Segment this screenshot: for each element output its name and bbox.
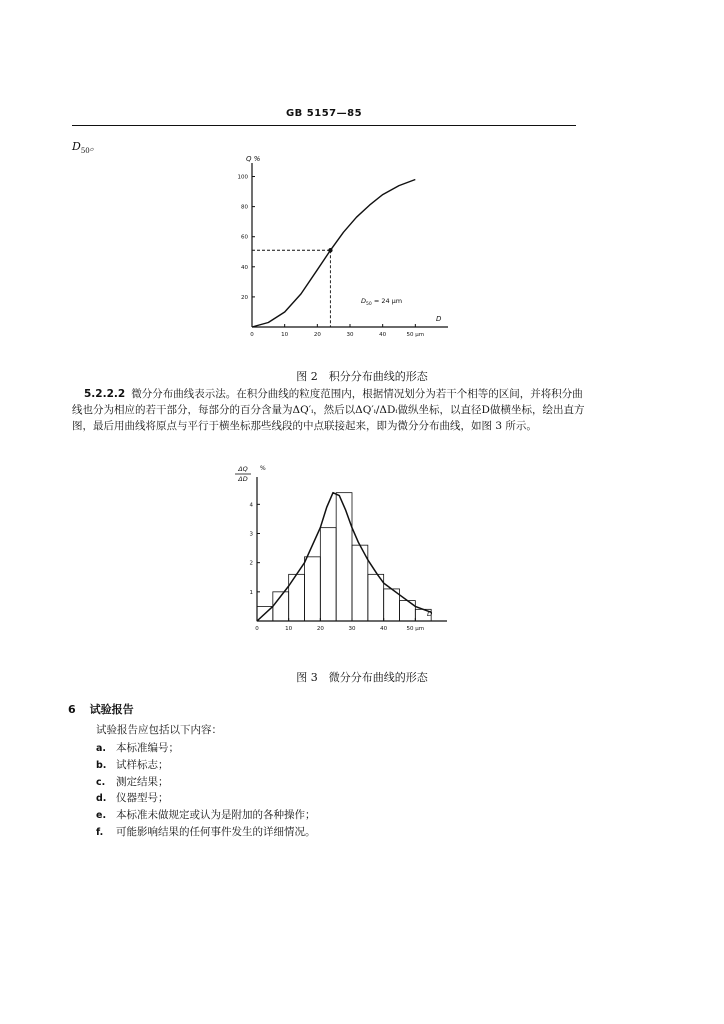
d50-annotation [361, 297, 402, 307]
report-item [96, 774, 316, 791]
figure-3-chart [232, 458, 452, 643]
x-tick-label: 30 [348, 626, 356, 632]
y-tick-label: 1 [249, 589, 253, 596]
report-item-marker: f. [96, 826, 104, 838]
report-item-text: 可能影响结果的任何事件发生的详细情况。 [116, 825, 316, 838]
report-item [96, 824, 316, 841]
d50-annotation-value: = 24 μm [371, 297, 403, 305]
figure-3-caption: 图 3 微分分布曲线的形态 [296, 671, 428, 684]
d50-annotation-subscript: 50 [366, 302, 372, 307]
clause-text: 微分分布曲线表示法。在积分曲线的粒度范围内，根据情况划分为若干个相等的区间，并将积分曲线也分为相应的若干部分，每部分的百分含量为ΔQ′ᵢ，然后以ΔQ′ᵢ/ΔDᵢ做纵坐标，以直径D做横坐标，绘出直方图，最后用曲线将原点与平行于横坐标那些线段的中点联接起来，即为微分分布曲线，如图 3 所示。 [72, 388, 585, 432]
report-item [96, 807, 316, 824]
histogram-bar [368, 574, 384, 621]
figure-2-caption: 图 2 积分分布曲线的形态 [296, 370, 428, 383]
d50-annotation-symbol: D [361, 297, 367, 305]
y-tick-label: 20 [241, 294, 248, 301]
x-tick-label: 20 [316, 626, 324, 632]
report-intro: 试验报告应包括以下内容： [96, 724, 222, 736]
x-axis-label: D [427, 610, 433, 618]
report-item-text: 本标准未做规定或认为是附加的各种操作； [116, 809, 316, 822]
d50-point [328, 248, 332, 252]
report-item-marker: d. [96, 793, 107, 805]
y-axis-label: Q % [246, 155, 261, 163]
figure-2-chart [220, 155, 460, 345]
section-6-heading [68, 701, 134, 717]
x-tick-label: 0 [255, 626, 259, 632]
y-tick-label: 100 [237, 174, 248, 181]
histogram-bar [400, 601, 416, 621]
x-tick-label: 30 [346, 332, 354, 338]
x-tick-label: 10 [281, 332, 289, 338]
header-rule [72, 125, 576, 126]
y-tick-label: 40 [241, 264, 248, 271]
d50-fragment [72, 138, 101, 155]
d50-subscript: 50 [80, 147, 90, 156]
y-tick-label: 2 [249, 560, 253, 567]
paragraph-5-2-2-2 [72, 386, 592, 434]
clause-number: 5.2.2.2 [84, 388, 126, 400]
x-tick-label: 10 [285, 626, 293, 632]
y-tick-label: 60 [241, 234, 248, 241]
histogram-bar [305, 557, 321, 621]
x-tick-label: 50 μm [406, 332, 425, 338]
report-item-text: 试样标志； [116, 758, 169, 771]
d50-tail: 。 [89, 140, 101, 153]
x-axis-label: D [436, 315, 442, 323]
histogram-bar [336, 493, 352, 621]
section-title: 试验报告 [89, 703, 134, 716]
y-tick-label: 80 [241, 204, 248, 211]
histogram-bar [320, 528, 336, 621]
report-item-list [96, 740, 316, 841]
standard-header: GB 5157—85 [285, 108, 363, 119]
report-item [96, 757, 316, 774]
y-label-numerator: ΔQ [238, 465, 248, 473]
report-item [96, 790, 316, 807]
d50-symbol: D [72, 140, 81, 153]
report-item-text: 本标准编号； [116, 742, 179, 754]
report-item-marker: a. [96, 743, 107, 754]
differential-curve [257, 493, 431, 621]
y-tick-label: 3 [249, 531, 253, 538]
report-item-marker: b. [96, 759, 107, 771]
y-label-denominator: ΔD [238, 475, 248, 483]
y-label-unit: % [260, 465, 266, 472]
y-tick-label: 4 [249, 502, 253, 509]
report-item-text: 测定结果； [116, 775, 169, 788]
report-item-marker: e. [96, 810, 107, 822]
report-item-marker: c. [96, 776, 106, 788]
section-number: 6 [68, 703, 76, 716]
report-item [96, 740, 316, 757]
x-tick-label: 0 [250, 332, 254, 338]
x-tick-label: 50 μm [406, 626, 425, 632]
x-tick-label: 20 [313, 332, 321, 338]
x-tick-label: 40 [380, 626, 388, 632]
report-item-text: 仪器型号； [116, 792, 169, 805]
x-tick-label: 40 [379, 332, 387, 338]
